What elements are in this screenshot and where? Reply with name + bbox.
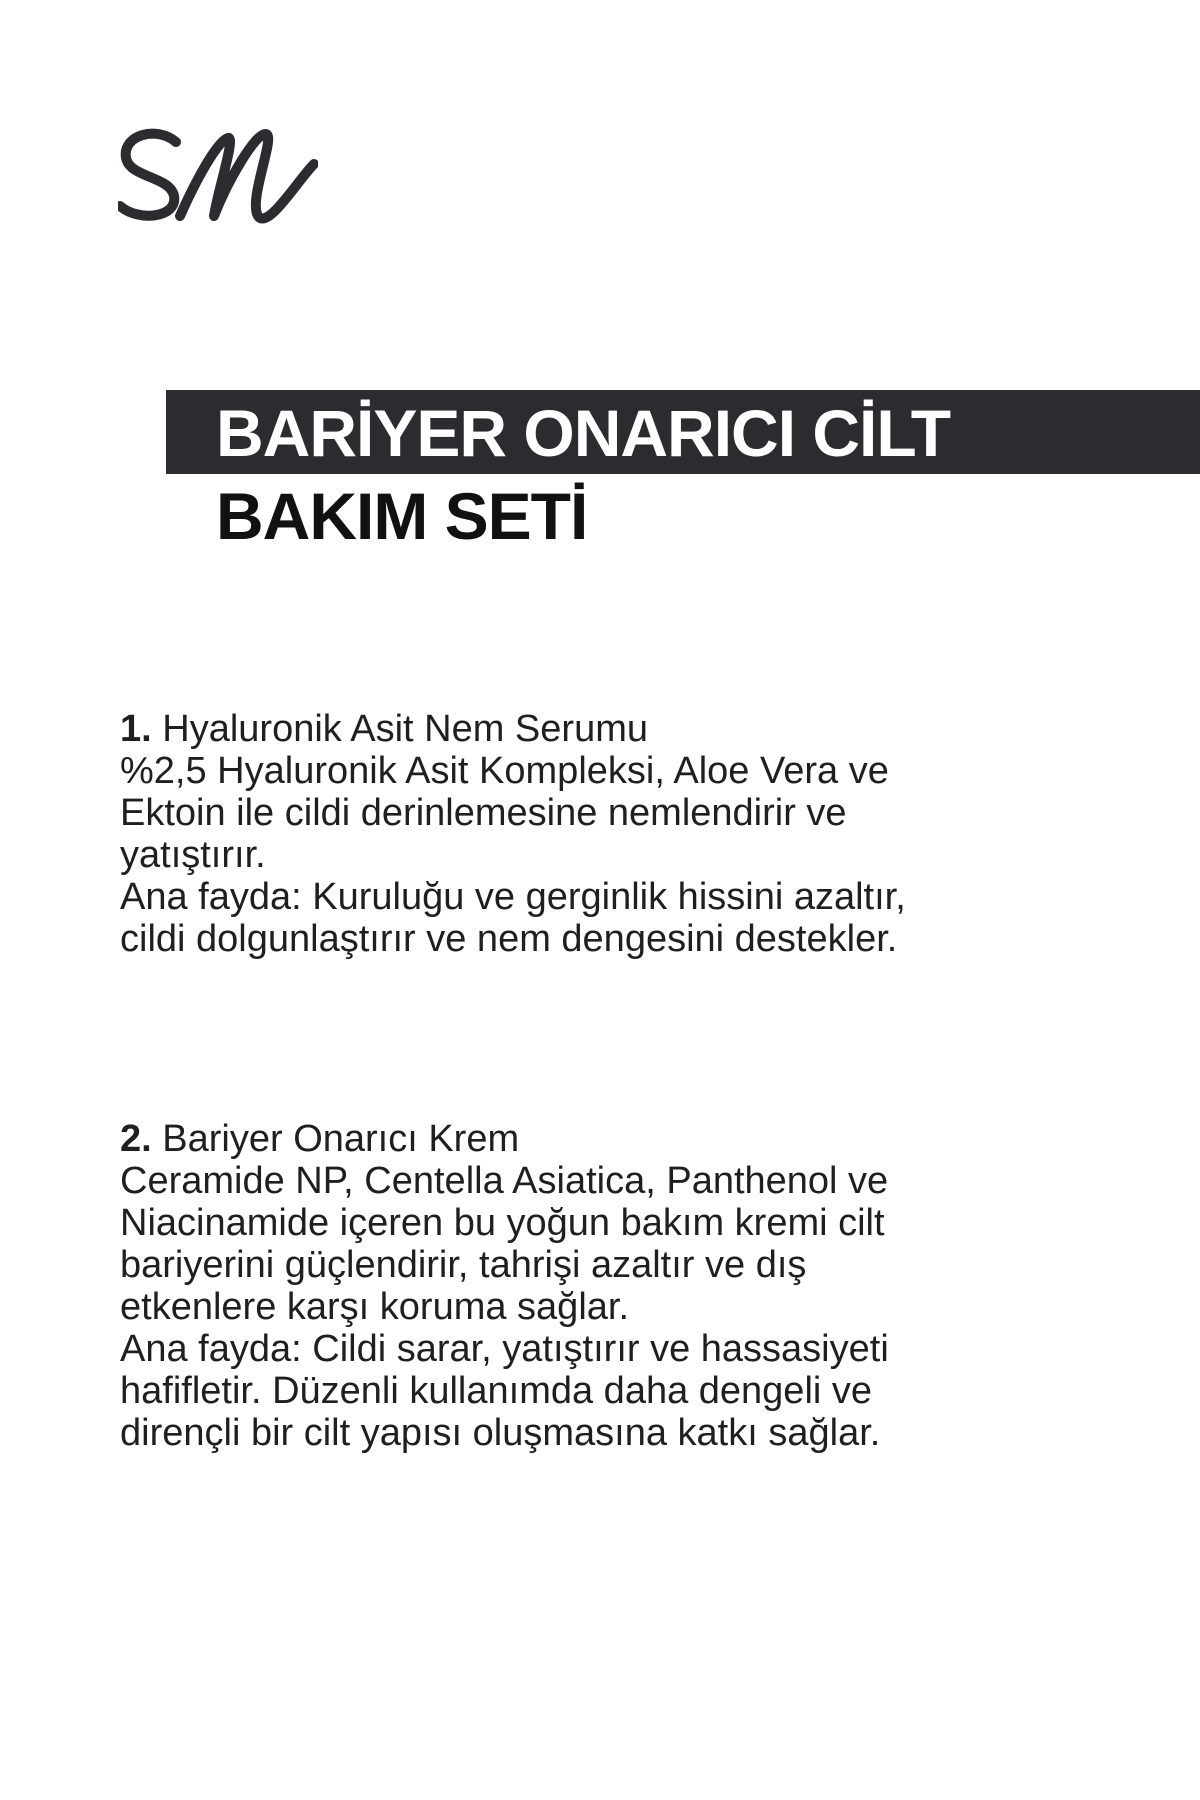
- benefit-line: cildi dolgunlaştırır ve nem dengesini destekler.: [120, 918, 898, 960]
- benefit-line: Ana fayda: Kuruluğu ve gerginlik hissini azaltır,: [120, 876, 906, 918]
- product-name: Hyaluronik Asit Nem Serumu: [162, 708, 648, 750]
- product-section-1: [120, 708, 1080, 960]
- benefit-line: dirençli bir cilt yapısı oluşmasına katkı sağlar.: [120, 1412, 881, 1454]
- description-line: etkenlere karşı koruma sağlar.: [120, 1286, 630, 1328]
- product-section-2: [120, 1118, 1080, 1454]
- page-title-line-1: BARİYER ONARICI CİLT: [216, 396, 951, 470]
- benefit-line: hafifletir. Düzenli kullanımda daha dengeli ve: [120, 1370, 873, 1412]
- page-title-line-2: BAKIM SETİ: [216, 479, 588, 553]
- description-line: Ceramide NP, Centella Asiatica, Panthenol ve: [120, 1160, 889, 1202]
- description-line: bariyerini güçlendirir, tahrişi azaltır ve dış: [120, 1244, 807, 1286]
- product-heading: [120, 1118, 1080, 1160]
- description-line: Ektoin ile cildi derinlemesine nemlendirir ve: [120, 792, 847, 834]
- product-name: Bariyer Onarıcı Krem: [162, 1118, 520, 1160]
- product-number: 2.: [120, 1118, 152, 1160]
- description-line: Niacinamide içeren bu yoğun bakım kremi cilt: [120, 1202, 885, 1244]
- description-line: %2,5 Hyaluronik Asit Kompleksi, Aloe Vera ve: [120, 750, 889, 792]
- product-heading: [120, 708, 1080, 750]
- description-line: yatıştırır.: [120, 834, 266, 876]
- product-number: 1.: [120, 708, 152, 750]
- brand-logo: [118, 120, 318, 230]
- benefit-line: Ana fayda: Cildi sarar, yatıştırır ve hassasiyeti: [120, 1328, 889, 1370]
